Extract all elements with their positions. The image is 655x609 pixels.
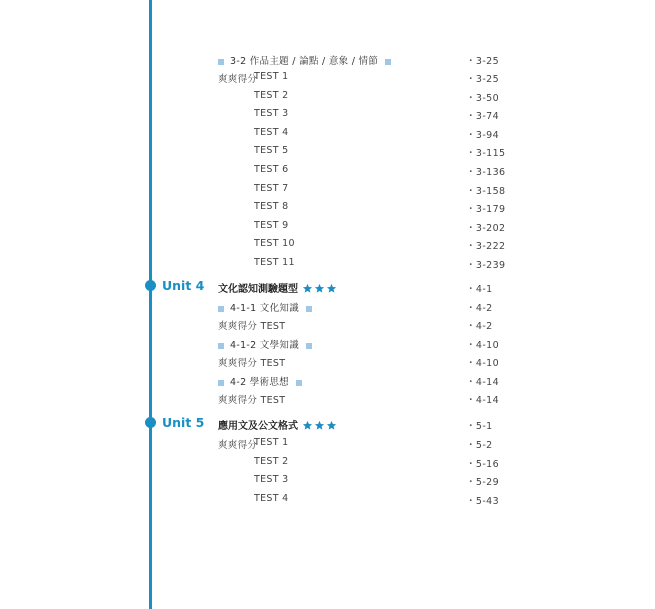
page-number: ・3-239 (466, 260, 506, 271)
unit5-title: 應用文及公文格式 (218, 421, 298, 432)
section-title: 4-1-1 文化知識 (230, 303, 300, 314)
unit4-label: Unit 4 (162, 278, 205, 293)
test-link[interactable]: 爽爽得分 TEST (218, 395, 286, 406)
star-icon (326, 283, 337, 294)
page-number: ・3-74 (466, 111, 500, 122)
square-marker-icon (306, 343, 312, 349)
toc-section[interactable] (218, 374, 302, 388)
page-number: ・4-10 (466, 358, 500, 369)
score-prefix: 爽爽得分 (218, 74, 258, 85)
timeline-line (149, 0, 152, 609)
page-number: ・5-2 (466, 440, 493, 451)
test-link[interactable]: TEST 1 (254, 71, 289, 82)
test-link[interactable]: TEST 5 (254, 145, 289, 156)
test-link[interactable]: TEST 2 (254, 456, 289, 467)
test-link[interactable]: TEST 7 (254, 183, 289, 194)
section-title: 3-2 作品主題 / 論點 / 意象 / 情節 (230, 56, 379, 67)
toc-section-3-2[interactable] (218, 53, 391, 67)
page-number: ・3-50 (466, 93, 500, 104)
score-prefix: 爽爽得分 (218, 440, 258, 451)
page-number: ・4-14 (466, 395, 500, 406)
page-number: ・3-222 (466, 241, 506, 252)
test-link[interactable]: TEST 8 (254, 201, 289, 212)
test-link[interactable]: TEST 4 (254, 493, 289, 504)
page-number: ・3-136 (466, 167, 506, 178)
section-title: 4-2 學術思想 (230, 377, 289, 388)
star-icon (302, 420, 313, 431)
toc-section[interactable] (218, 337, 312, 351)
page-number: ・5-43 (466, 496, 500, 507)
test-link[interactable]: TEST 6 (254, 164, 289, 175)
page-number: ・4-2 (466, 321, 493, 332)
page-number: ・5-1 (466, 421, 493, 432)
test-link[interactable]: 爽爽得分 TEST (218, 321, 286, 332)
page-number: ・4-14 (466, 377, 500, 388)
star-icon (314, 283, 325, 294)
square-marker-icon (218, 343, 224, 349)
test-link[interactable]: 爽爽得分 TEST (218, 358, 286, 369)
section-title: 4-1-2 文學知識 (230, 340, 300, 351)
square-marker-icon (385, 59, 391, 65)
difficulty-stars (302, 420, 338, 432)
page-number: ・5-16 (466, 459, 500, 470)
unit5-heading[interactable] (218, 417, 338, 432)
star-icon (314, 420, 325, 431)
unit5-label: Unit 5 (162, 415, 205, 430)
unit5-dot-icon (145, 417, 156, 428)
test-link[interactable]: TEST 4 (254, 127, 289, 138)
square-marker-icon (306, 306, 312, 312)
test-link[interactable]: TEST 3 (254, 108, 289, 119)
test-link[interactable]: TEST 3 (254, 474, 289, 485)
page-number: ・3-158 (466, 186, 506, 197)
page-number: ・4-1 (466, 284, 493, 295)
square-marker-icon (218, 59, 224, 65)
unit4-heading[interactable] (218, 280, 338, 295)
square-marker-icon (218, 306, 224, 312)
square-marker-icon (218, 380, 224, 386)
star-icon (302, 283, 313, 294)
page-number: ・3-25 (466, 74, 500, 85)
page-number: ・4-10 (466, 340, 500, 351)
page-number: ・3-115 (466, 148, 506, 159)
difficulty-stars (302, 283, 338, 295)
page-number: ・3-202 (466, 223, 506, 234)
test-link[interactable]: TEST 11 (254, 257, 295, 268)
page-number: ・3-94 (466, 130, 500, 141)
star-icon (326, 420, 337, 431)
unit4-title: 文化認知測驗題型 (218, 284, 298, 295)
toc-section[interactable] (218, 300, 312, 314)
page-number: ・3-25 (466, 56, 500, 67)
page-number: ・3-179 (466, 204, 506, 215)
square-marker-icon (296, 380, 302, 386)
test-link[interactable]: TEST 1 (254, 437, 289, 448)
page-number: ・4-2 (466, 303, 493, 314)
page-number: ・5-29 (466, 477, 500, 488)
test-link[interactable]: TEST 10 (254, 238, 295, 249)
test-link[interactable]: TEST 2 (254, 90, 289, 101)
unit4-dot-icon (145, 280, 156, 291)
test-link[interactable]: TEST 9 (254, 220, 289, 231)
